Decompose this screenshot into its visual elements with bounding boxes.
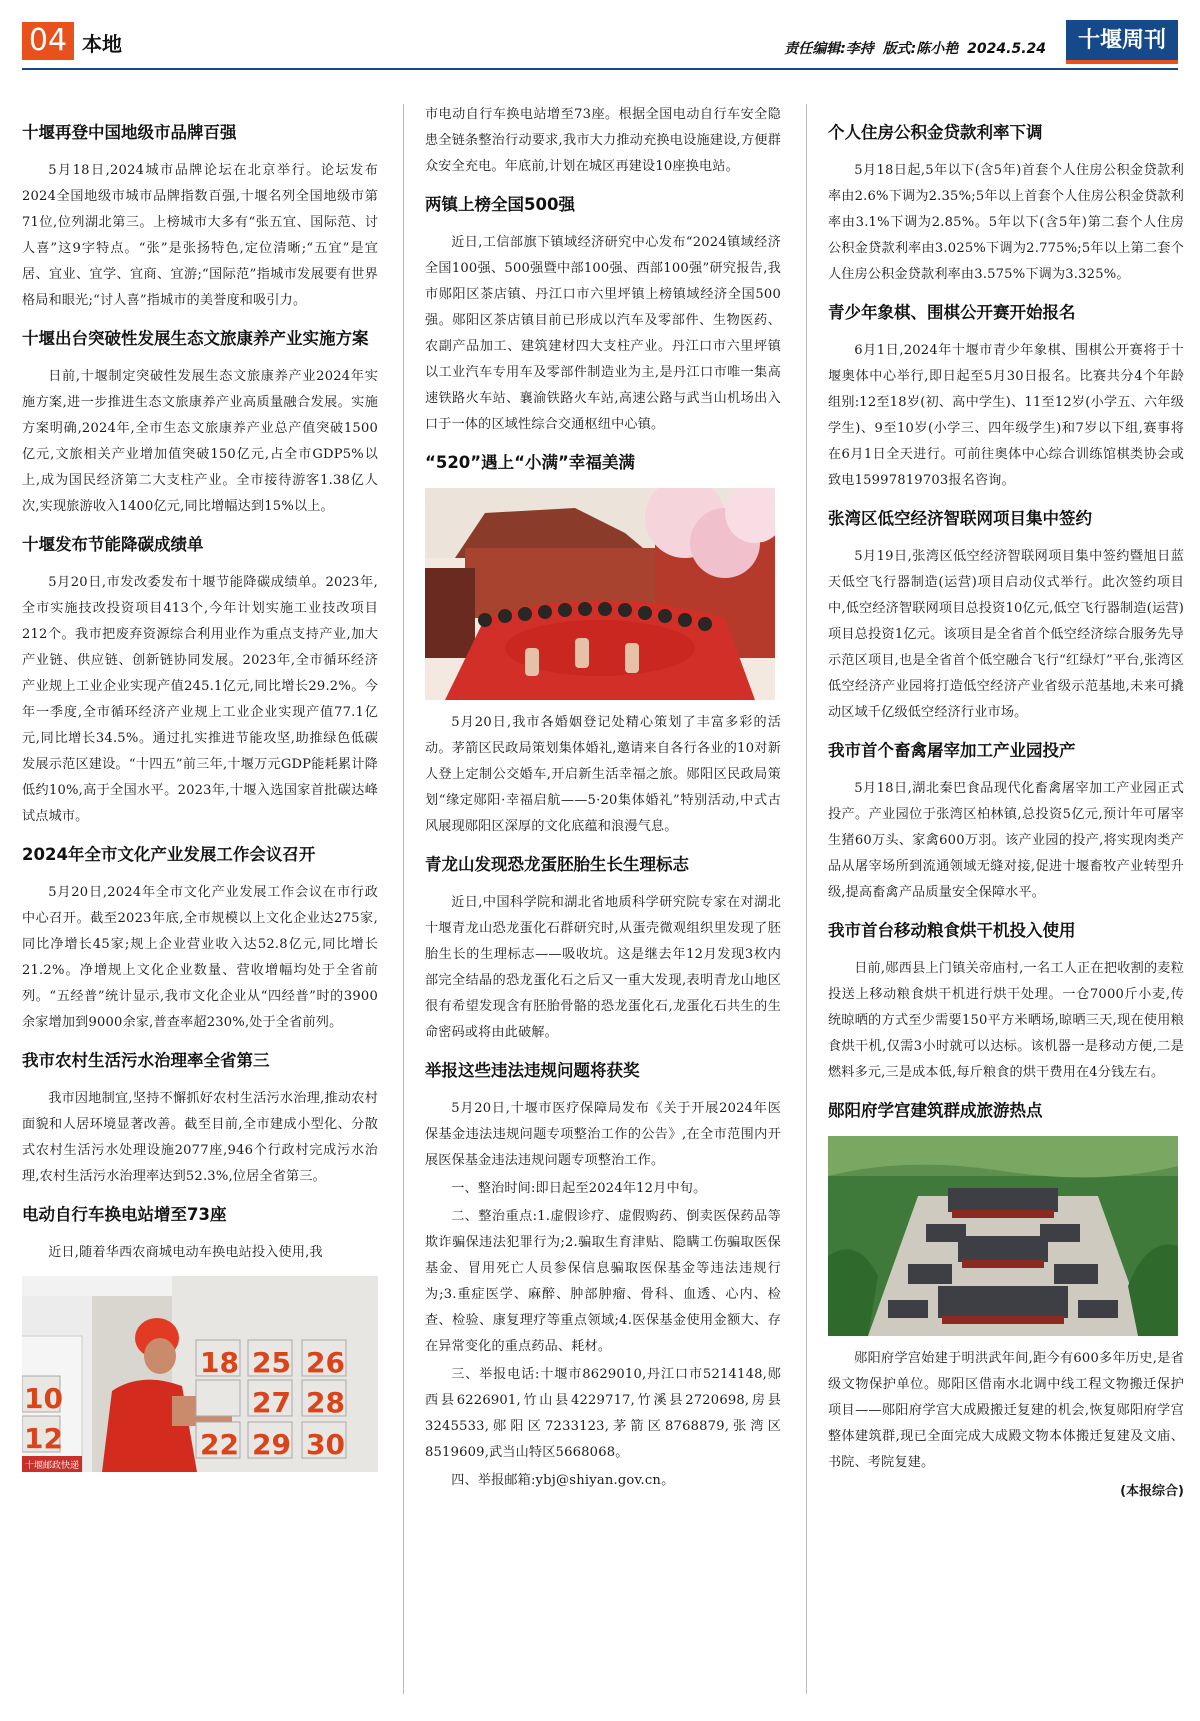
column-right — [828, 108, 1184, 1499]
locker-number: 26 — [306, 1346, 345, 1379]
editor-line — [784, 38, 1050, 58]
locker-number: 10 — [24, 1382, 63, 1415]
article-body: 三、举报电话:十堰市8629010,丹江口市5214148,郧西县6226901,竹山县4229717,竹溪县2720698,房县3245533,郧阳区7233123,茅箭区8768879,张湾区8519609,武当山特区5668068。 — [425, 1367, 781, 1460]
article-body: 四、举报邮箱:ybj@shiyan.gov.cn。 — [451, 1473, 675, 1488]
article-body: 5月20日,市发改委发布十堰节能降碳成绩单。2023年,全市实施技改投资项目413个,今年计划实施工业技改项目212个。我市把废弃资源综合利用业作为重点支持产业,加大产业链、供应链、创新链协同发展。2023年,全市循环经济产业规上工业企业实现产值245.1亿元,同比增长29.2%。今年一季度,全市循环经济产业规上工业企业实现产值77.1亿元,同比增长34.5%。通过扎实推进节能攻坚,助推绿色低碳发展示范区建设。“十四五”前三年,十堰万元GDP能耗累计降低约10%,高于全国水平。2023年,十堰入选国家首批碳达峰试点城市。 — [22, 575, 378, 824]
article-title: 十堰出台突破性发展生态文旅康养产业实施方案 — [22, 329, 369, 348]
photo-caption: 十堰邮政快递 — [25, 1461, 80, 1471]
group-wedding-photo — [425, 488, 775, 700]
locker-number: 25 — [252, 1346, 291, 1379]
article-title: 张湾区低空经济智联网项目集中签约 — [828, 509, 1092, 528]
editor-name: 责任编辑:李持 — [784, 41, 874, 57]
article-body: 日前,十堰制定突破性发展生态文旅康养产业2024年实施方案,进一步推进生态文旅康养产业高质量融合发展。实施方案明确,2024年,全市生态文旅康养产业总产值突破1500亿元,文旅相关产业增加值突破150亿元,占全市GDP5%以上,成为国民经济第二大支柱产业。全市接待游客1.38亿人次,实现旅游收入1400亿元,同比增幅达到15%以上。 — [22, 369, 378, 514]
page-number: 04 — [22, 22, 74, 60]
article-title: 十堰再登中国地级市品牌百强 — [22, 123, 237, 142]
article-body: 5月20日,我市各婚姻登记处精心策划了丰富多彩的活动。茅箭区民政局策划集体婚礼,邀请来自各行各业的10对新人登上定制公交婚车,开启新生活幸福之旅。郧阳区民政局策划“缘定郧阳·幸福启航——5·20集体婚礼”特别活动,中式古风展现郧阳区深厚的文化底蕴和浪漫气息。 — [425, 715, 781, 834]
article-title: 举报这些违法违规问题将获奖 — [425, 1061, 640, 1080]
header-divider — [22, 68, 1178, 70]
column-left — [22, 108, 378, 1482]
article-body: 二、整治重点:1.虚假诊疗、虚假购药、倒卖医保药品等欺诈骗保违法犯罪行为;2.骗取生育津贴、隐瞒工伤骗取医保基金、冒用死亡人员参保信息骗取医保基金等违法违规行为;3.重症医学、麻醉、肿部肿瘤、骨科、血透、心内、检查、检验、康复理疗等重点领域;4.医保基金使用金额大、存在异常变化的重点药品、耗材。 — [425, 1209, 781, 1354]
locker-number: 28 — [306, 1386, 345, 1419]
column-divider — [806, 104, 807, 1694]
article-body: 6月1日,2024年十堰市青少年象棋、围棋公开赛将于十堰奥体中心举行,即日起至5月30日报名。比赛共分4个年龄组别:12至18岁(初、高中学生)、11至12岁(小学五、六年级学生)、9至10岁(小学三、四年级学生)和7岁以下组,赛事将在6月1日全天进行。可前往奥体中心综合训练馆棋类协会或致电15997819703报名咨询。 — [828, 343, 1184, 488]
article-title: 青龙山发现恐龙蛋胚胎生长生理标志 — [425, 855, 689, 874]
article-title: 十堰发布节能降碳成绩单 — [22, 535, 204, 554]
page-header — [22, 22, 1178, 66]
article-title: 我市首台移动粮食烘干机投入使用 — [828, 921, 1076, 940]
locker-number: 27 — [252, 1386, 291, 1419]
article-title: 我市首个畜禽屠宰加工产业园投产 — [828, 741, 1076, 760]
article-title: 我市农村生活污水治理率全省第三 — [22, 1051, 270, 1070]
article-body: 我市因地制宜,坚持不懈抓好农村生活污水治理,推动农村面貌和人居环境显著改善。截至目前,全市建成小型化、分散式农村生活污水处理设施2077座,946个行政村完成污水治理,农村生活污水治理率达到52.3%,位居全省第三。 — [22, 1091, 378, 1184]
locker-number: 29 — [252, 1428, 291, 1461]
article-body: 5月19日,张湾区低空经济智联网项目集中签约暨旭日蓝天低空飞行器制造(运营)项目启动仪式举行。此次签约项目中,低空经济智联网项目总投资10亿元,低空飞行器制造(运营)项目总投资1亿元。该项目是全省首个低空经济综合服务先导示范区项目,也是全省首个低空融合飞行“红绿灯”平台,张湾区低空经济产业园将打造低空经济产业省级示范基地,未来可撬动区域千亿级低空经济行业市场。 — [828, 549, 1184, 720]
source-credit: (本报综合) — [1120, 1484, 1184, 1499]
article-title: “520”遇上“小满”幸福美满 — [425, 453, 635, 472]
issue-date: 2024.5.24 — [967, 41, 1046, 57]
layout-name: 版式:陈小艳 — [882, 41, 959, 57]
article-body: 5月18日,2024城市品牌论坛在北京举行。论坛发布2024全国地级市城市品牌指数百强,十堰名列全国地级市第71位,位列湖北第三。上榜城市大多有“张五宜、国际范、讨人喜”这9字特点。“张”是张扬特色,定位清晰;“五宜”是宜居、宜业、宜学、宜商、宜游;“国际范”指城市发展要有世界格局和眼光;“讨人喜”指城市的美誉度和吸引力。 — [22, 163, 378, 308]
article-body: 一、整治时间:即日起至2024年12月中旬。 — [451, 1181, 707, 1196]
article-body: 5月18日起,5年以下(含5年)首套个人住房公积金贷款利率由2.6%下调为2.35%;5年以上首套个人住房公积金贷款利率由3.1%下调为2.85%。5年以下(含5年)第二套个人住房公积金贷款利率由3.025%下调为2.775%;5年以上第二套个人住房公积金贷款利率由3.575%下调为3.325%。 — [828, 163, 1184, 282]
article-body: 郧阳府学宫始建于明洪武年间,距今有600多年历史,是省级文物保护单位。郧阳区借南水北调中线工程文物搬迁保护项目——郧阳府学宫大成殿搬迁复建的机会,恢复郧阳府学宫整体建筑群,现已全面完成大成殿文物本体搬迁复建及文庙、书院、考院复建。 — [828, 1351, 1184, 1470]
article-title: 青少年象棋、围棋公开赛开始报名 — [828, 303, 1076, 322]
masthead-logo: 十堰周刊 — [1066, 20, 1178, 64]
article-body: 5月18日,湖北秦巴食品现代化畜禽屠宰加工产业园正式投产。产业园位于张湾区柏林镇,总投资5亿元,预计年可屠宰生猪60万头、家禽600万羽。该产业园的投产,将实现肉类产品从屠宰场所到流通领域无缝对接,促进十堰畜牧产业转型升级,提高畜禽产品质量安全保障水平。 — [828, 781, 1184, 900]
article-body: 5月20日,2024年全市文化产业发展工作会议在市行政中心召开。截至2023年底,全市规模以上文化企业达275家,同比净增长45家;规上企业营业收入达52.8亿元,同比增长21.2%。净增规上文化企业数量、营收增幅均处于全省前列。“五经普”统计显示,我市文化企业从“四经普”时的3900余家增加到9000余家,普查率超230%,处于全省前列。 — [22, 885, 378, 1030]
article-title: 两镇上榜全国500强 — [425, 195, 575, 214]
locker-number: 12 — [24, 1422, 63, 1455]
article-body: 5月20日,十堰市医疗保障局发布《关于开展2024年医保基金违法违规问题专项整治工作的公告》,在全市范围内开展医保基金违法违规问题专项整治工作。 — [425, 1101, 781, 1168]
article-title: 个人住房公积金贷款利率下调 — [828, 123, 1043, 142]
article-body: 近日,中国科学院和湖北省地质科学研究院专家在对湖北十堰青龙山恐龙蛋化石群研究时,从蛋壳微观组织里发现了胚胎生长的生理标志——吸收坑。这是继去年12月发现3枚内部完全结晶的恐龙蛋化石之后又一重大发现,表明青龙山地区很有希望发现含有胚胎骨骼的恐龙蛋化石,龙蛋化石共生的生命密码或将由此破解。 — [425, 895, 781, 1040]
locker-number: 30 — [306, 1428, 345, 1461]
article-body: 近日,工信部旗下镇域经济研究中心发布“2024镇域经济全国100强、500强暨中部100强、西部100强”研究报告,我市郧阳区茶店镇、丹江口市六里坪镇上榜镇域经济全国500强。郧阳区茶店镇目前已形成以汽车及零部件、生物医药、农副产品加工、建筑建材四大支柱产业。丹江口市六里坪镇以工业汽车专用车及零部件制造业为主,是丹江口市唯一集高速铁路火车站、襄渝铁路火车站,高速公路与武当山机场出入口于一体的区域性综合交通枢纽中心镇。 — [425, 235, 781, 432]
battery-swap-station-photo — [22, 1276, 378, 1472]
article-body: 市电动自行车换电站增至73座。根据全国电动自行车安全隐患全链条整治行动要求,我市大力推动充换电设施建设,方便群众安全充电。年底前,计划在城区再建设10座换电站。 — [425, 107, 781, 174]
section-title: 本地 — [82, 32, 122, 56]
column-divider — [403, 104, 404, 1694]
article-title: 2024年全市文化产业发展工作会议召开 — [22, 845, 316, 864]
locker-number: 18 — [200, 1346, 239, 1379]
locker-number: 22 — [200, 1428, 239, 1461]
column-middle — [425, 102, 781, 1496]
temple-complex-photo — [828, 1136, 1178, 1336]
article-body: 日前,郧西县上门镇关帝庙村,一名工人正在把收割的麦粒投送上移动粮食烘干机进行烘干处理。一仓7000斤小麦,传统晾晒的方式至少需要150平方米晒场,晾晒三天,现在使用粮食烘干机,仅需3小时就可以达标。该机器一是移动方便,二是燃料多元,三是成本低,每斤粮食的烘干费用在4分钱左右。 — [828, 961, 1184, 1080]
article-title: 电动自行车换电站增至73座 — [22, 1205, 227, 1224]
article-body: 近日,随着华西农商城电动车换电站投入使用,我 — [48, 1245, 323, 1260]
article-title: 郧阳府学宫建筑群成旅游热点 — [828, 1101, 1043, 1120]
